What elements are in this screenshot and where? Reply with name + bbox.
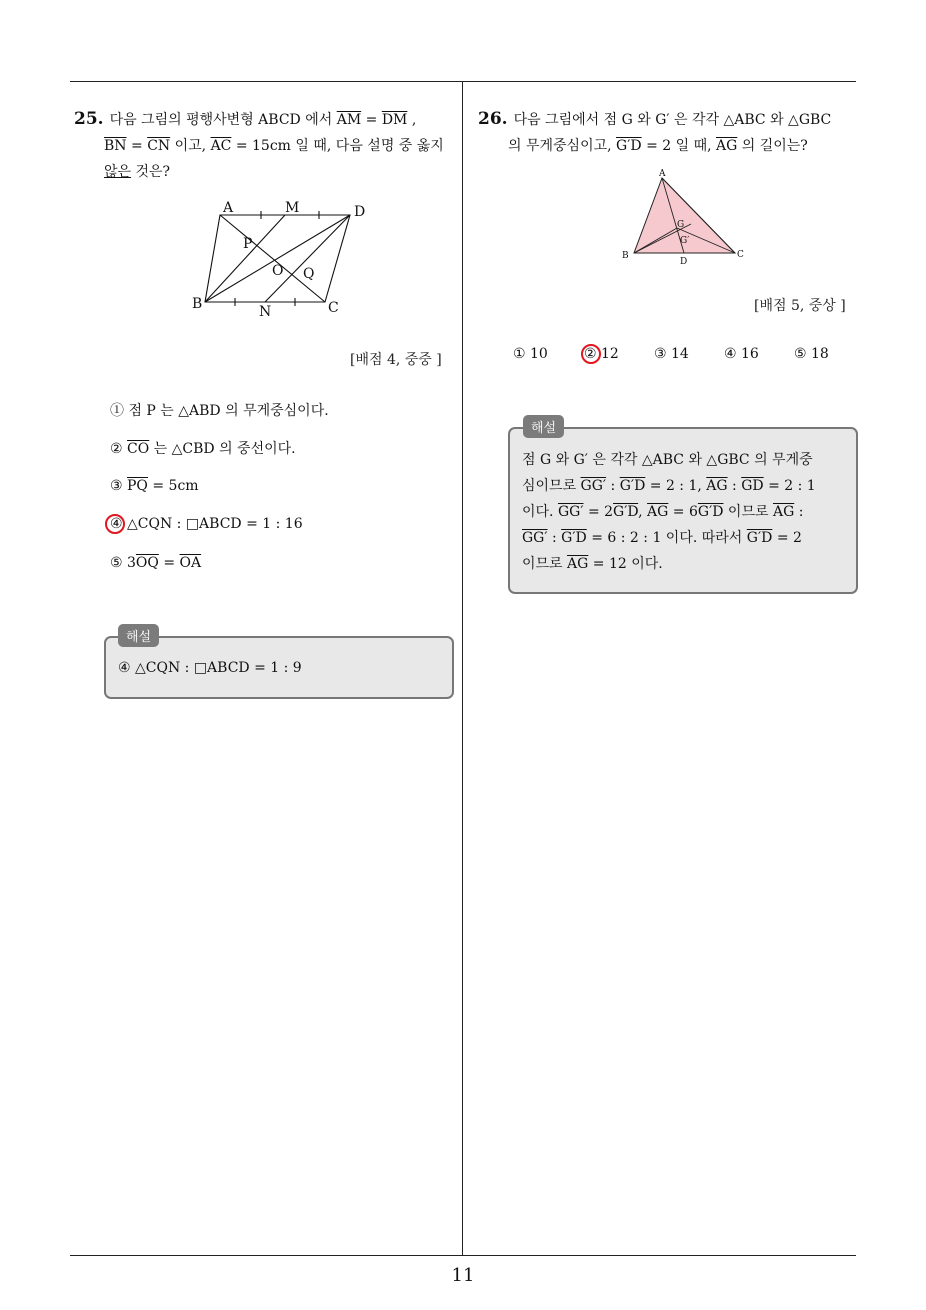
- q25-line1-end: ,: [407, 112, 417, 128]
- seg-co: $\overline{CO}$: [127, 441, 150, 457]
- q26-choice-3[interactable]: ③ 14: [654, 346, 689, 362]
- t: 이다.: [522, 504, 558, 520]
- q26-choice-5[interactable]: ⑤ 18: [794, 346, 829, 362]
- label-Q: Q: [303, 266, 315, 282]
- t: = 6 : 2 : 1 이다. 따라서: [586, 530, 747, 546]
- seg: G′D: [561, 530, 587, 546]
- label-P: P: [243, 236, 253, 252]
- seg: $\overline{AG}$: [772, 504, 795, 520]
- label-G: G: [677, 220, 685, 230]
- q26-line2: [478, 133, 864, 159]
- q25-choice-2[interactable]: [110, 438, 296, 458]
- eq-sign: =: [158, 555, 180, 571]
- choice-num: ②: [110, 441, 128, 457]
- seg: $\overline{AG}$: [706, 478, 728, 494]
- t: = 6: [668, 504, 698, 520]
- choice-rest: = 5cm: [147, 478, 199, 494]
- t: :: [727, 478, 742, 494]
- q26-choice-4[interactable]: ④ 16: [724, 346, 759, 362]
- exp-line2: [522, 473, 847, 499]
- q25-line1: [74, 106, 460, 133]
- q26-explanation-tag: 해설: [523, 415, 564, 438]
- choice-num: ③: [110, 478, 128, 494]
- q26-line2-a: 의 무게중심이고,: [508, 138, 617, 154]
- q25-line2-mid: 이고,: [170, 138, 211, 154]
- q26-line2-c: 의 길이는?: [737, 138, 808, 154]
- label-C: C: [737, 250, 744, 260]
- seg: $\overline{AG}$: [567, 556, 589, 572]
- seg: G′D: [746, 530, 773, 546]
- seg: G′D: [697, 504, 724, 520]
- label-B: B: [192, 296, 203, 312]
- label-M: M: [285, 200, 300, 216]
- q25-line3: [74, 159, 460, 185]
- seg-oq: $\overline{OQ}$: [135, 555, 159, 571]
- seg: GG′: [557, 504, 584, 520]
- t: = 2: [583, 504, 614, 520]
- t: :: [606, 478, 620, 494]
- label-Gprime: G′: [680, 236, 690, 246]
- answer-circle-mark: [581, 344, 601, 364]
- q26-choice-1[interactable]: ① 10: [513, 346, 548, 362]
- q25-line1-text: 다음 그림의 평행사변형 ABCD 에서: [109, 112, 337, 128]
- q25-text: [74, 106, 460, 185]
- exp-line5: [522, 551, 847, 577]
- q25-line2: [74, 133, 460, 159]
- seg-cn: $\overline{CN}$: [147, 138, 171, 154]
- exp-line1: 점 G 와 G′ 은 각각 △ABC 와 △GBC 의 무게중: [522, 452, 813, 468]
- label-O: O: [272, 263, 284, 279]
- triangle-figure: [615, 165, 755, 270]
- label-A: A: [223, 200, 234, 216]
- label-C: C: [328, 300, 339, 316]
- label-B: B: [622, 251, 629, 261]
- q26-text: [478, 106, 864, 159]
- seg: GG′: [522, 530, 548, 546]
- q26-choice-2[interactable]: ② 12: [584, 346, 619, 362]
- q26-line2-b: = 2 일 때,: [641, 138, 717, 154]
- label-D: D: [354, 204, 365, 220]
- label-N: N: [259, 304, 272, 320]
- top-rule: [70, 81, 856, 82]
- q25-choice-3[interactable]: [110, 478, 199, 494]
- q25-choice-4[interactable]: ④ △CQN : □ABCD = 1 : 16: [110, 516, 303, 532]
- q25-choice-5[interactable]: [110, 555, 201, 571]
- column-divider: [462, 82, 463, 1256]
- label-A: A: [659, 169, 666, 179]
- bottom-rule: [70, 1255, 856, 1256]
- t: ,: [638, 504, 648, 520]
- page-number: 11: [451, 1265, 475, 1286]
- exp-line3: [522, 499, 847, 525]
- label-D: D: [680, 257, 688, 267]
- q25-line3-end: 것은?: [131, 164, 171, 180]
- seg-bn: $\overline{BN}$: [104, 138, 127, 154]
- t: = 2: [772, 530, 802, 546]
- t: = 2 : 1,: [645, 478, 707, 494]
- seg-gpd: G′D: [616, 138, 642, 154]
- t: 이므로: [522, 556, 568, 572]
- seg: GG′: [580, 478, 607, 494]
- seg-pq: $\overline{PQ}$: [127, 478, 148, 494]
- t: 이므로: [723, 504, 773, 520]
- t: 심이므로: [522, 478, 581, 494]
- t: = 12 이다.: [588, 556, 663, 572]
- q26-number: 26.: [478, 109, 508, 129]
- q25-not-underlined: 않은: [104, 164, 132, 180]
- eq-sign: =: [361, 112, 382, 128]
- t: :: [547, 530, 562, 546]
- t: = 2 : 1: [763, 478, 816, 494]
- parallelogram-figure: [185, 195, 365, 320]
- seg-am: $\overline{AM}$: [336, 112, 362, 128]
- seg: $\overline{AG}$: [647, 504, 669, 520]
- q26-line1-text: 다음 그림에서 점 G 와 G′ 은 각각 △ABC 와 △GBC: [513, 112, 832, 128]
- q26-explanation-text: [522, 447, 847, 577]
- seg-ac: $\overline{AC}$: [210, 138, 232, 154]
- q25-line2-end: = 15cm 일 때, 다음 설명 중 옳지: [231, 138, 444, 154]
- q26-meta: [배점 5, 중상 ]: [754, 298, 846, 314]
- seg-oa: $\overline{OA}$: [179, 555, 202, 571]
- seg-dm: $\overline{DM}$: [381, 112, 408, 128]
- answer-circle-mark: [105, 514, 125, 534]
- q26-line1: [478, 106, 864, 133]
- t: :: [794, 504, 804, 520]
- seg-ag: $\overline{AG}$: [716, 138, 738, 154]
- eq-sign: =: [126, 138, 148, 154]
- choice-rest: 는 △CBD 의 중선이다.: [149, 441, 296, 457]
- q25-number: 25.: [74, 109, 104, 129]
- choice-num: ⑤ 3: [110, 555, 136, 571]
- q25-explanation-tag: 해설: [118, 624, 159, 647]
- q25-choice-1[interactable]: ① 점 P 는 △ABD 의 무게중심이다.: [110, 403, 329, 419]
- exp-line4: [522, 525, 847, 551]
- seg: G′D: [619, 478, 646, 494]
- seg: $\overline{GD}$: [741, 478, 764, 494]
- seg: G′D: [613, 504, 639, 520]
- q25-explanation-text: ④ △CQN : □ABCD = 1 : 9: [118, 660, 302, 676]
- q25-meta: [배점 4, 중중 ]: [350, 352, 442, 368]
